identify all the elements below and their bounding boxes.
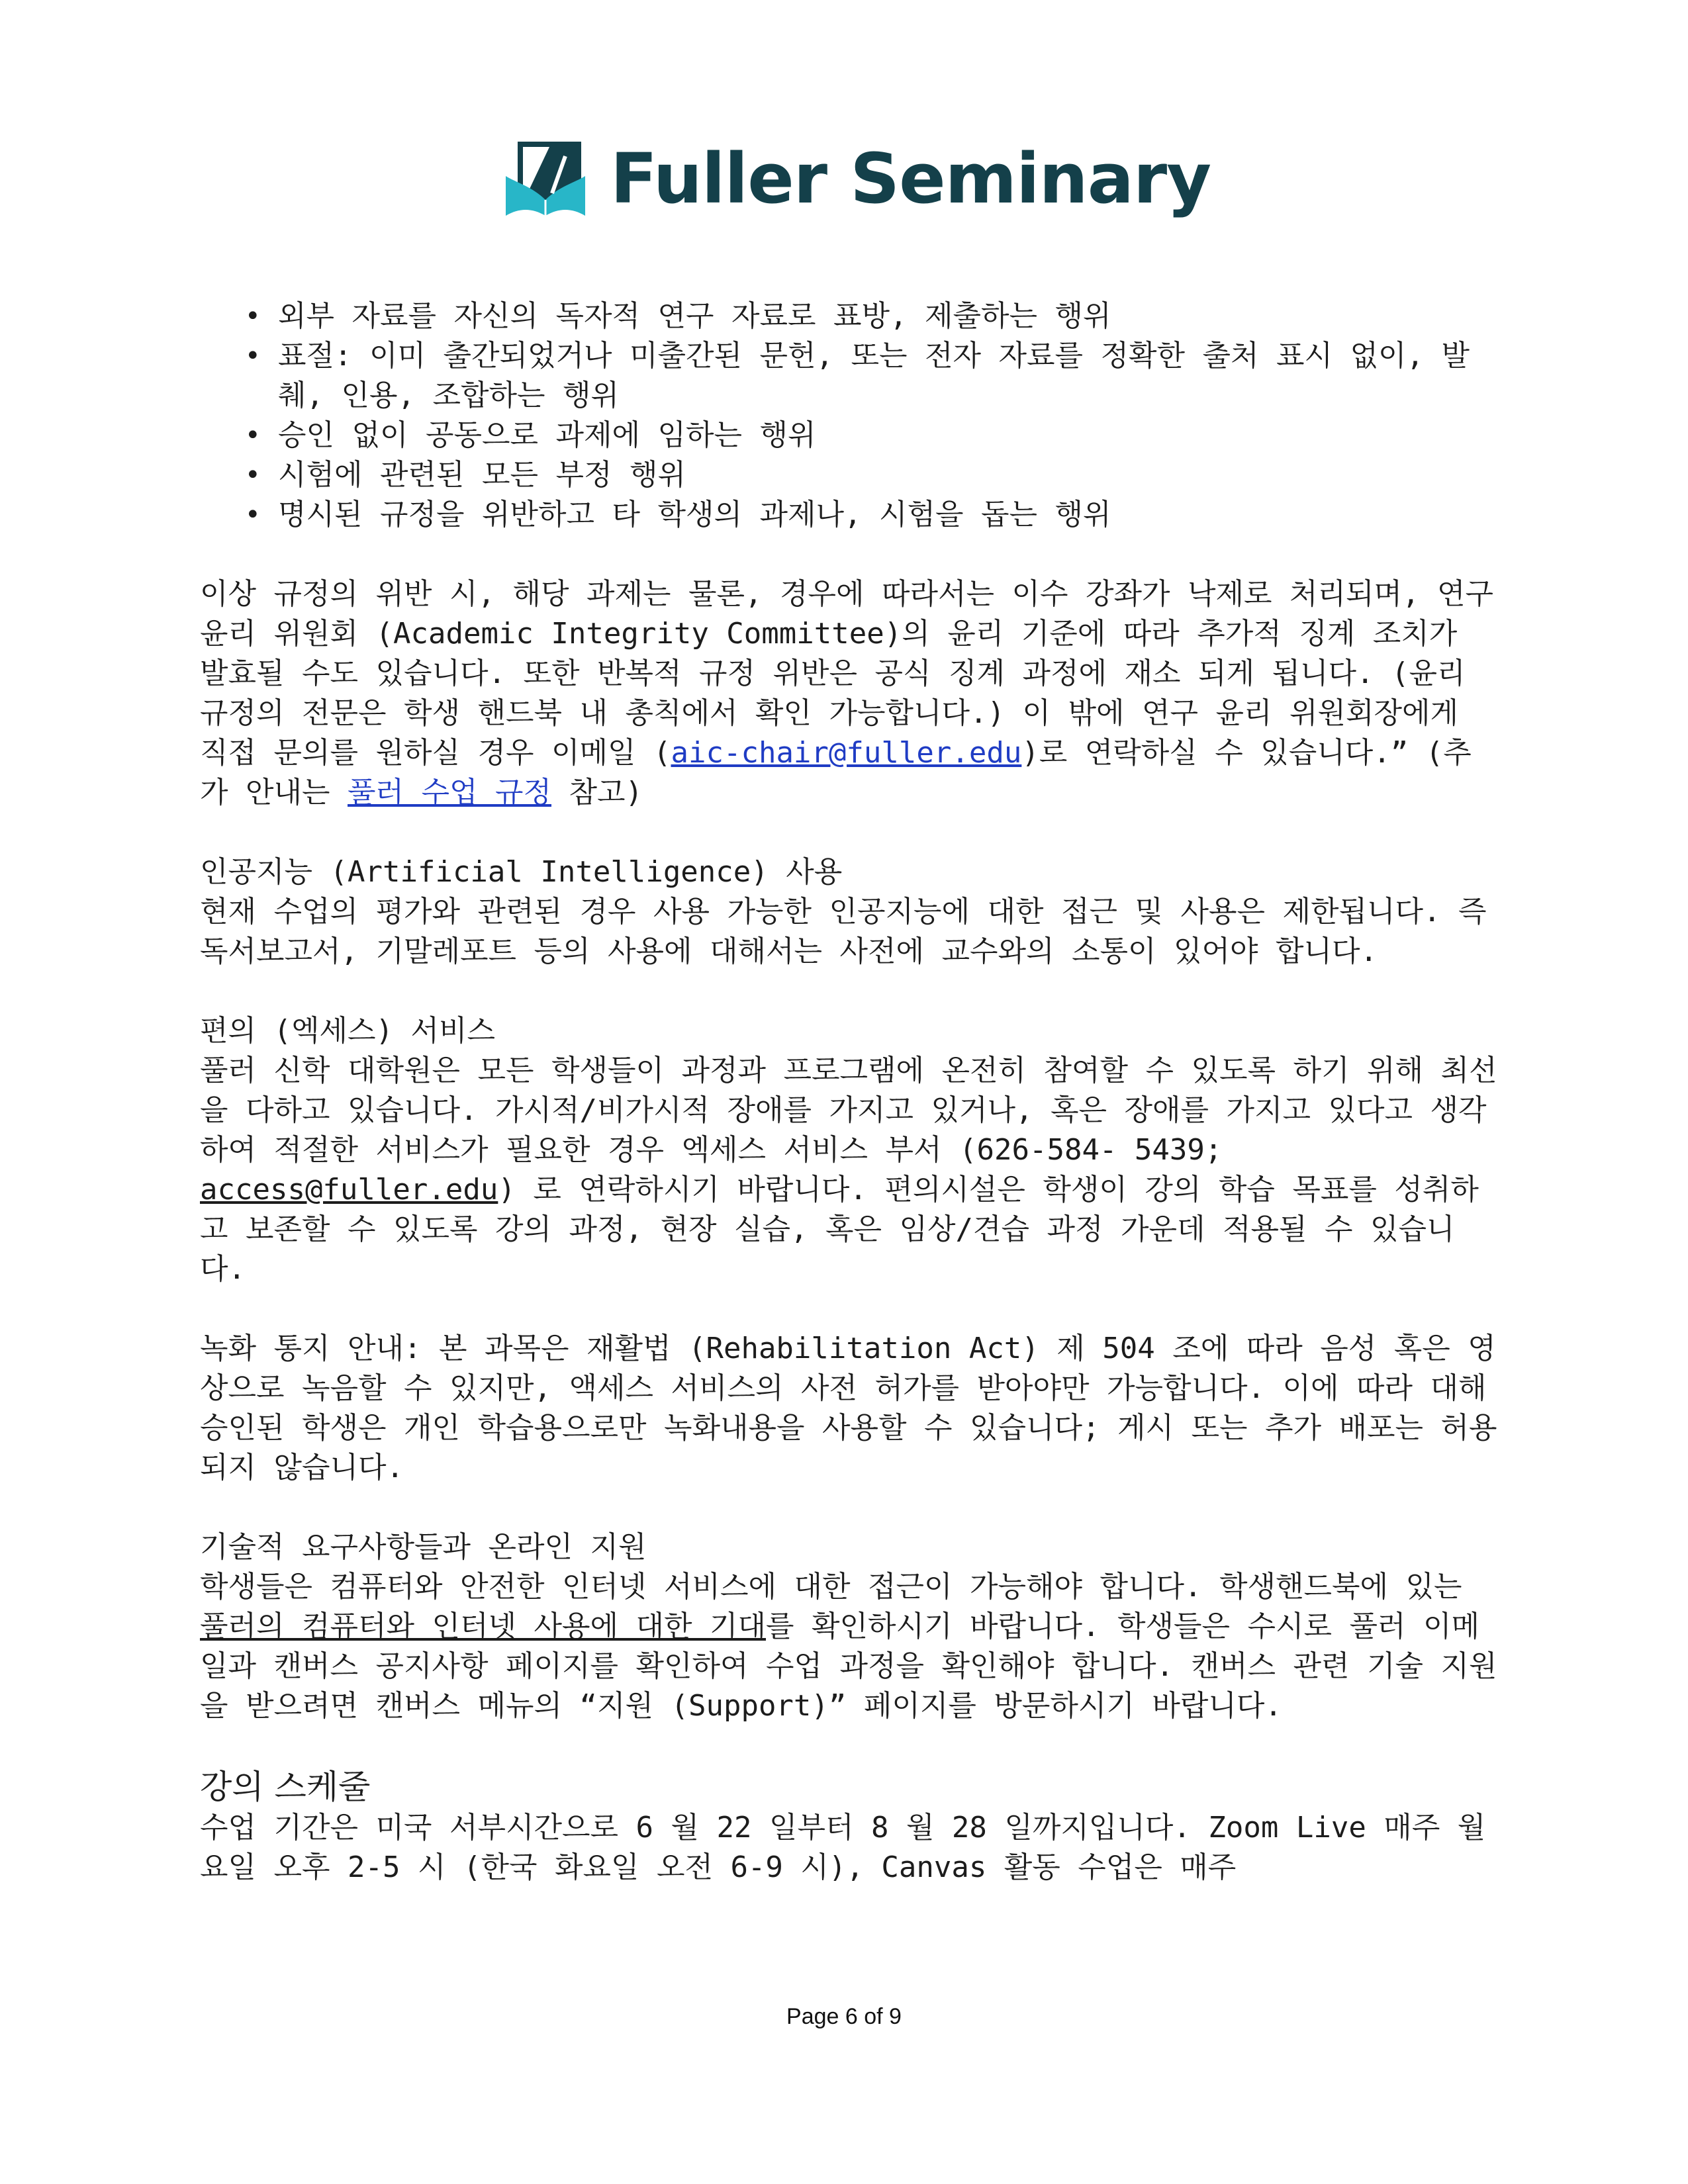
integrity-violations-list — [200, 296, 1497, 535]
paragraph-text: 이상 규정의 위반 시, 해당 과제는 물론, 경우에 따라서는 이수 강좌가 낙제로 처리되며, 연구 윤리 위원회 (Academic Integrity Committee)의 윤리 기준에 따라 추가적 징계 조치가 발효될 수도 있습니다. 또한 반복적 규정 위반은 공식 징계 과정에 재소 되게 됩니다. (윤리 규정의 전문은 학생 핸드북 내 총칙에서 확인 가능합니다.) 이 밖에 연구 윤리 위원회장에게 직접 문의를 원하실 경우 이메일 ( — [200, 577, 1493, 770]
list-item — [245, 416, 1497, 455]
list-item — [245, 455, 1497, 495]
computer-internet-expectations-link[interactable]: 풀러의 컴퓨터와 인터넷 사용에 대한 기대 — [200, 1610, 767, 1643]
list-item — [245, 495, 1497, 535]
list-item — [245, 296, 1497, 336]
access-section-body — [200, 1051, 1497, 1289]
list-item-text: 시험에 관련된 모든 부정 행위 — [278, 458, 686, 492]
paragraph-text: 풀러 신학 대학원은 모든 학생들이 과정과 프로그램에 온전히 참여할 수 있도록 하기 위해 최선을 다하고 있습니다. 가시적/비가시적 장애를 가지고 있거나, 혹은 장애를 가지고 있다고 생각하여 적절한 서비스가 필요한 경우 엑세스 서비스 부서 (626-584- 5439; — [200, 1054, 1497, 1167]
ai-section-body: 현재 수업의 평가와 관련된 경우 사용 가능한 인공지능에 대한 접근 및 사용은 제한됩니다. 즉 독서보고서, 기말레포트 등의 사용에 대해서는 사전에 교수와의 소통이 있어야 합니다. — [200, 895, 1487, 968]
recording-notice: 녹화 통지 안내: 본 과목은 재활법 (Rehabilitation Act) 제 504 조에 따라 음성 혹은 영상으로 녹음할 수 있지만, 액세스 서비스의 사전 허가를 받아야만 가능합니다. 이에 따라 대해 승인된 학생은 개인 학습용으로만 녹화내용을 사용할 수 있습니다; 게시 또는 추가 배포는 허용되지 않습니다. — [200, 1332, 1497, 1484]
paragraph-text: 를 확인하시기 바랍니다. 학생들은 수시로 풀러 이메일과 캔버스 공지사항 페이지를 확인하여 수업 과정을 확인해야 합니다. 캔버스 관련 기술 지원을 받으려면 캔버스 메뉴의 “지원 (Support)” 페이지를 방문하시기 바랍니다. — [200, 1610, 1497, 1723]
paragraph-text: ) 로 연락하시기 바랍니다. 편의시설은 학생이 강의 학습 목표를 성취하고 보존할 수 있도록 강의 과정, 현장 실습, 혹은 임상/견습 과정 가운데 적용될 수 있습니다. — [200, 1173, 1479, 1286]
aic-chair-email-link[interactable]: aic-chair@fuller.edu — [671, 736, 1022, 770]
paragraph-text: 학생들은 컴퓨터와 안전한 인터넷 서비스에 대한 접근이 가능해야 합니다. 학생핸드북에 있는 — [200, 1570, 1462, 1604]
access-section-title: 편의 (엑세스) 서비스 — [200, 1014, 495, 1048]
list-item-text: 명시된 규정을 위반하고 타 학생의 과제나, 시험을 돕는 행위 — [278, 498, 1111, 531]
list-item-text: 승인 없이 공동으로 과제에 임하는 행위 — [278, 418, 816, 452]
fuller-seminary-logo[interactable] — [503, 132, 1211, 225]
list-item — [245, 336, 1497, 416]
integrity-paragraph — [200, 574, 1497, 813]
open-book-icon — [503, 136, 588, 221]
schedule-section-title: 강의 스케줄 — [200, 1768, 371, 1806]
list-item-text: 표절: 이미 출간되었거나 미출간된 문헌, 또는 전자 자료를 정확한 출처 표시 없이, 발췌, 인용, 조합하는 행위 — [278, 339, 1470, 412]
tech-section-title: 기술적 요구사항들과 온라인 지원 — [200, 1530, 647, 1564]
schedule-section-body: 수업 기간은 미국 서부시간으로 6 월 22 일부터 8 월 28 일까지입니다. Zoom Live 매주 월요일 오후 2-5 시 (한국 화요일 오전 6-9 시), Canvas 활동 수업은 매주 — [200, 1811, 1486, 1884]
logo-text: Fuller Seminary — [610, 138, 1211, 219]
paragraph-text: 참고) — [551, 776, 643, 809]
page-number: Page 6 of 9 — [786, 2004, 902, 2029]
main-content — [200, 296, 1497, 1888]
tech-section-body — [200, 1567, 1497, 1726]
access-email-link[interactable]: access@fuller.edu — [200, 1173, 498, 1206]
fuller-policy-link[interactable]: 풀러 수업 규정 — [348, 776, 552, 809]
paragraph-text: )로 연락하실 수 있습니다.” (추가 안내는 — [200, 736, 1472, 809]
list-item-text: 외부 자료를 자신의 독자적 연구 자료로 표방, 제출하는 행위 — [278, 299, 1111, 333]
ai-section-title: 인공지능 (Artificial Intelligence) 사용 — [200, 855, 843, 889]
